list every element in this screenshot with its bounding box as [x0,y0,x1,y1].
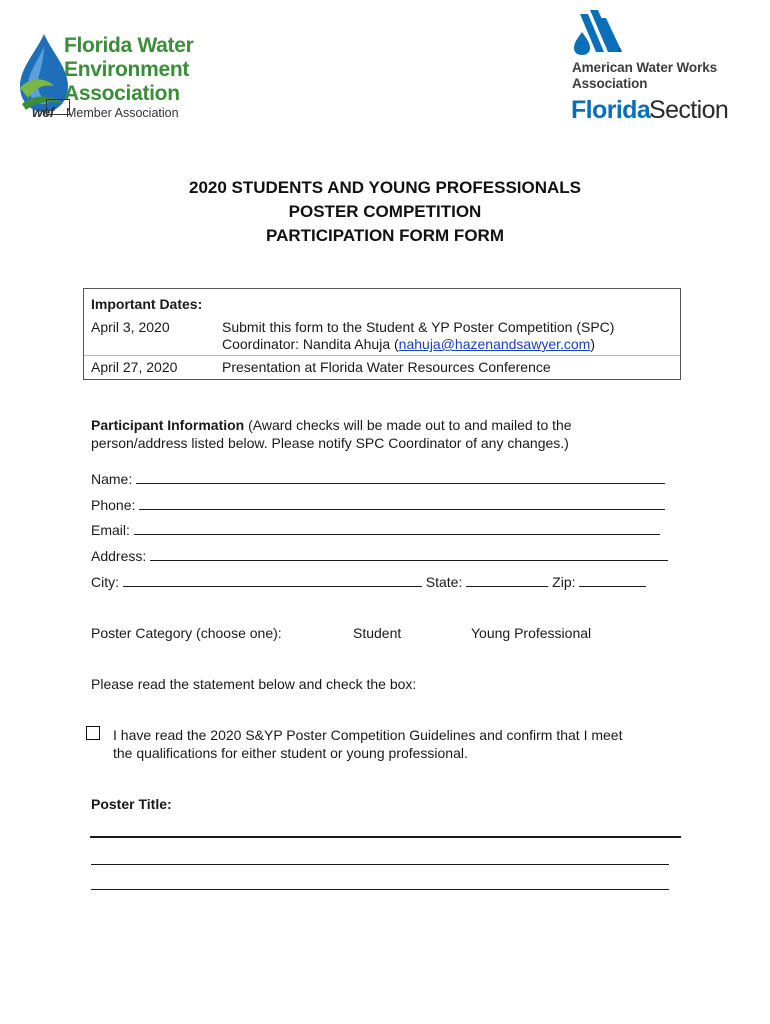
awwa-logo [566,8,756,128]
city-label: City: [91,574,119,590]
state-field[interactable] [466,573,548,587]
fwea-name-line1: Florida Water [64,34,194,57]
zip-label: Zip: [552,574,576,590]
awwa-section-text: Section [649,96,729,124]
poster-category-label: Poster Category (choose one): [91,625,282,641]
email-field-row [91,521,660,538]
fwea-name-line2: Environment [64,58,190,81]
email-field[interactable] [134,521,660,535]
address-label: Address: [91,548,147,564]
fwea-logo [14,32,214,124]
category-option-young-professional[interactable]: Young Professional [471,625,592,641]
name-label: Name: [91,471,133,487]
poster-title-field-line3[interactable] [91,889,669,890]
city-field[interactable] [123,573,422,587]
fwea-member-text: Member Association [66,106,179,120]
city-state-zip-row [91,573,646,590]
awwa-name-line2: Association [572,76,648,91]
coordinator-prefix: Coordinator: Nandita Ahuja ( [222,336,399,352]
participant-info-note2: person/address listed below. Please notify SPC Coordinator of any changes.) [91,435,569,451]
awwa-trademark: ® [618,48,622,54]
phone-field[interactable] [139,496,665,510]
phone-label: Phone: [91,497,136,513]
date-row2-date: April 27, 2020 [91,359,178,375]
awwa-florida-text: Florida [571,96,651,124]
date-row1-coordinator [222,336,595,352]
coordinator-suffix: ) [590,336,596,352]
phone-field-row [91,496,665,513]
confirmation-instruction: Please read the statement below and check the box: [91,676,417,692]
participant-info-heading: Participant Information [91,417,245,433]
name-field-row [91,470,665,487]
page-title-line3: PARTICIPATION FORM FORM [266,226,504,245]
participant-info-intro [91,417,572,433]
important-dates-box [83,288,681,380]
address-field-row [91,547,668,564]
important-dates-heading: Important Dates: [91,296,203,312]
wef-mark: wef [32,104,54,120]
awwa-name-line1: American Water Works [572,60,718,75]
address-field[interactable] [150,547,668,561]
name-field[interactable] [136,470,665,484]
poster-title-label: Poster Title: [91,796,172,812]
confirmation-checkbox[interactable] [86,726,100,740]
fwea-name-line3: Association [64,82,180,105]
page-title-line2: POSTER COMPETITION [288,202,482,221]
date-row1-description: Submit this form to the Student & YP Poster Competition (SPC) [222,319,615,335]
date-row1-date: April 3, 2020 [91,319,170,335]
participant-info-note1: (Award checks will be made out to and mailed to the [244,417,572,433]
dates-divider [84,355,680,356]
date-row2-description: Presentation at Florida Water Resources Conference [222,359,551,375]
confirmation-statement-line1: I have read the 2020 S&YP Poster Competition Guidelines and confirm that I meet [113,727,623,743]
poster-title-field-line1[interactable] [90,836,681,838]
page-title-line1: 2020 STUDENTS AND YOUNG PROFESSIONALS [188,178,582,197]
zip-field[interactable] [579,573,646,587]
category-option-student[interactable]: Student [353,625,402,641]
poster-title-field-line2[interactable] [91,864,669,865]
state-label: State: [425,574,463,590]
coordinator-email-link[interactable]: nahuja@hazenandsawyer.com [398,336,591,352]
confirmation-statement-line2: the qualifications for either student or young professional. [113,745,468,761]
email-label: Email: [91,522,130,538]
